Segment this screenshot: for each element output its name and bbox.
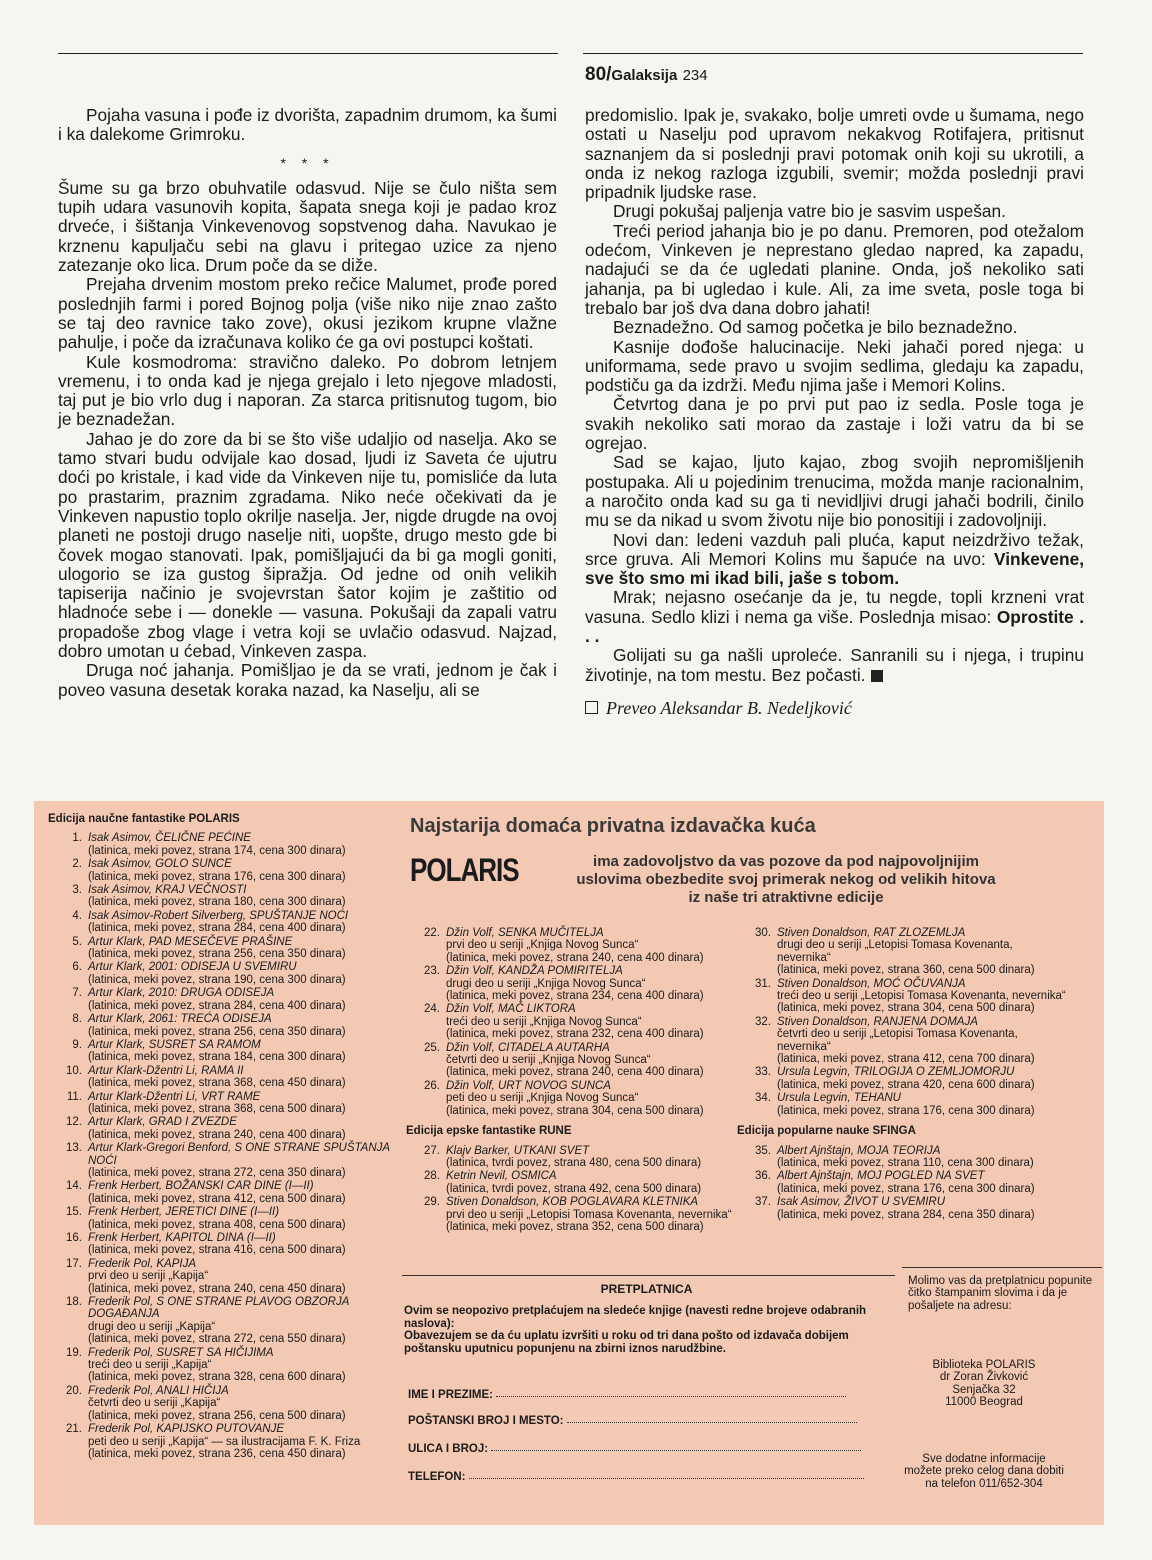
right-book-list: [737, 927, 1067, 1222]
book-details: (latinica, meki povez, strana 272, cena 550 dinara): [88, 1333, 346, 1346]
book-entry: [88, 1385, 398, 1422]
book-list-item: [48, 1091, 398, 1116]
book-details: (latinica, meki povez, strana 284, cena 400 dinara): [88, 922, 346, 935]
book-entry: [446, 1196, 736, 1233]
book-number: 8.: [72, 1013, 82, 1026]
book-title: Frederik Pol, ANALI HIČIJA: [88, 1384, 229, 1397]
book-details: (latinica, meki povez, strana 360, cena 500 dinara): [777, 964, 1035, 977]
order-form-title: PRETPLATNICA: [600, 1282, 693, 1296]
polaris-edition-list: [48, 813, 398, 1461]
book-entry: [777, 978, 1067, 1015]
paragraph-text: Jahao je do zore da bi se što više udaljio od naselja. Ako se tamo stvari budu odvijale kao dosad, ljudi iz Saveta će ujutru doći po kristale, i kad vide da Vinkeven nije tu, pomisliće da luta po prastarim, praznim zgradama. Niko neće očekivati da je Vinkeven napustio toplo okrilje naselja. Jer, nigde drugde na ovoj planeti ne postoji drugo naselje niti, uopšte, drugo mesto gde bi čovek mogao stanovati. Ipak, pomišljajući da bi ga mogli goniti, ulogorio se iza gustog šipražja. Od jedne od onih velikih tapiserija načinio je svojevrstan šator kojim je zaštitio od hladnoće sebe i — donekle — vasuna. Pokušaji da zapali vatru propadoše zbog vlage i vetra koji se uvlačio odasvud. Najzad, dobro umotan u ćebad, Vinkeven zaspa.: [58, 428, 557, 662]
section-break: * * *: [280, 154, 335, 171]
story-paragraph: [58, 275, 557, 352]
book-details: (latinica, meki povez, strana 304, cena 500 dinara): [446, 1104, 704, 1117]
story-paragraph: [58, 179, 557, 275]
top-rule-right: [583, 53, 1083, 54]
name-label: IME I PREZIME:: [408, 1389, 493, 1401]
book-details: (latinica, meki povez, strana 240, cena 400 dinara): [446, 951, 704, 964]
book-details: (latinica, meki povez, strana 272, cena 350 dinara): [88, 1166, 346, 1179]
book-title: Džin Volf, URT NOVOG SUNCA: [446, 1079, 611, 1092]
street-label: ULICA I BROJ:: [408, 1443, 489, 1455]
address-line: Biblioteka POLARIS: [932, 1359, 1036, 1371]
book-number: 9.: [72, 1038, 82, 1051]
book-details: (latinica, meki povez, strana 176, cena 300 dinara): [777, 1182, 1035, 1195]
book-list-item: [406, 1170, 736, 1195]
book-number: 37.: [755, 1196, 771, 1209]
book-list-item: [48, 884, 398, 909]
book-entry: [88, 1091, 398, 1116]
book-details: (latinica, meki povez, strana 328, cena 600 dinara): [88, 1371, 346, 1384]
book-list-item: [48, 961, 398, 986]
book-title: Džin Volf, SENKA MUČITELJA: [446, 927, 604, 939]
paragraph-text: Šume su ga brzo obuhvatile odasvud. Nije se čulo ništa sem tupih udara vasunovih kopita, šapata snega koji je padao kroz drveće, i šištanja Vinkevenovog sopstvenog daha. Navukao je krznenu kapuljaču sebi na glavu i pritegao uzice za njeno zatezanje oko lica. Drum poče da se diže.: [58, 177, 557, 276]
book-title: Albert Ajnštajn, MOJ POGLED NA SVET: [777, 1170, 985, 1183]
book-title: Stiven Donaldson, RAT ZLOZEMLJA: [777, 927, 966, 939]
book-details: četvrti deo u seriji „Letopisi Tomasa Kovenanta, nevernika“: [777, 1028, 1018, 1053]
book-entry: [88, 1258, 398, 1295]
paragraph-text: Druga noć jahanja. Pomišljao je da se vrati, jednom je čak i poveo vasuna desetak koraka nazad, ka Naselju, ali se: [58, 660, 557, 700]
book-details: (latinica, meki povez, strana 240, cena 400 dinara): [446, 1066, 704, 1079]
book-list-item: [48, 987, 398, 1012]
issue-number: 234: [682, 67, 708, 84]
book-number: 33.: [755, 1066, 771, 1079]
translator-credit: [585, 699, 1084, 718]
book-entry: [88, 1423, 398, 1460]
paragraph-text: Novi dan: ledeni vazduh pali pluća, kaput neizdrživo težak, srce gruva. Ali Memori Kolins mu šapuće na uvo:: [585, 529, 1084, 569]
intro-line: iz naše tri atraktivne edicije: [688, 889, 884, 906]
book-details: drugi deo u seriji „Letopisi Tomasa Kovenanta, nevernika“: [777, 939, 1013, 964]
book-number: 4.: [72, 909, 82, 922]
book-number: 1.: [72, 832, 82, 845]
book-title: Frenk Herbert, BOŽANSKI CAR DINE (I—II): [88, 1180, 314, 1193]
book-number: 24.: [424, 1003, 440, 1016]
book-list-item: [406, 965, 736, 1002]
paragraph-text: predomislio. Ipak je, svakako, bolje umreti ovde u šumama, nego ostati u Naselju pod upravom nekakvog Rotifajera, pritisnut saznanjem da si poslednji pravi potomak onih koji su ukrotili, a onda iz nekog razloga izgubili, svemir; možda poslednji pravi pripadnik ljudske rase.: [585, 105, 1084, 203]
book-title: Artur Klark, 2061: TREĆA ODISEJA: [88, 1013, 272, 1026]
book-details: (latinica, meki povez, strana 174, cena 300 dinara): [88, 844, 346, 857]
book-number: 25.: [424, 1041, 440, 1054]
book-number: 23.: [424, 965, 440, 978]
translator-text: Preveo Aleksandar B. Nedeljković: [606, 697, 852, 718]
book-number: 31.: [755, 977, 771, 990]
book-entry: [446, 1042, 736, 1079]
book-list-item: [406, 1042, 736, 1079]
book-title: Stiven Donaldson, KOB POGLAVARA KLETNIKA: [446, 1196, 699, 1209]
book-number: 5.: [72, 935, 82, 948]
end-mark-icon: [871, 670, 883, 682]
section-title-sfinga: Edicija popularne nauke SFINGA: [737, 1125, 916, 1138]
book-entry: [777, 1092, 1067, 1117]
section-title-rune: Edicija epske fantastike RUNE: [406, 1125, 572, 1138]
book-title: Frenk Herbert, JERETICI DINE (I—II): [88, 1206, 280, 1219]
emphasis-text: Oprostite . . .: [585, 606, 1084, 647]
paragraph-text: Golijati su ga našli uproleće. Sanranili su i njega, i trupinu životinje, na tom mestu. Bez počasti.: [585, 645, 1084, 685]
book-number: 26.: [424, 1079, 440, 1092]
book-entry: [88, 1116, 398, 1141]
story-paragraph: [58, 430, 557, 662]
book-list-item: [737, 1066, 1067, 1091]
book-list-item: [737, 927, 1067, 977]
book-list-item: [406, 1080, 736, 1117]
book-details: treći deo u seriji „Knjiga Novog Sunca“: [446, 1015, 642, 1028]
book-list-item: [406, 927, 736, 964]
book-entry: [777, 1066, 1067, 1091]
book-details: (latinica, meki povez, strana 368, cena 450 dinara): [88, 1077, 346, 1090]
book-number: 29.: [424, 1196, 440, 1209]
book-details: (latinica, meki povez, strana 284, cena 350 dinara): [777, 1208, 1035, 1221]
address-line: dr Zoran Živković: [939, 1371, 1029, 1384]
story-paragraph: [58, 353, 557, 430]
book-details: (latinica, meki povez, strana 240, cena 400 dinara): [88, 1128, 346, 1141]
book-entry: [88, 832, 398, 857]
paragraph-text: Pojaha vasuna i pođe iz dvorišta, zapadnim drumom, ka šumi i ka dalekome Grimroku.: [58, 105, 557, 145]
book-entry: [88, 1296, 398, 1346]
book-number: 17.: [66, 1257, 82, 1270]
story-paragraph: [58, 106, 557, 145]
book-details: (latinica, meki povez, strana 176, cena 300 dinara): [88, 870, 346, 883]
postal-label: POŠTANSKI BROJ I MESTO:: [408, 1415, 564, 1427]
polaris-logo: POLARIS: [410, 851, 519, 889]
book-number: 35.: [755, 1144, 771, 1157]
order-text-1-content: Ovim se neopozivo pretplaćujem na sledeće knjige (navesti redne brojeve odabranih naslova):: [404, 1305, 867, 1330]
book-list-item: [48, 1013, 398, 1038]
book-entry: [88, 1232, 398, 1257]
book-details: (latinica, meki povez, strana 184, cena 300 dinara): [88, 1051, 346, 1064]
book-details: peti deo u seriji „Knjiga Novog Sunca“: [446, 1092, 639, 1105]
story-column-right: [585, 106, 1084, 718]
book-list-item: [48, 858, 398, 883]
intro-line: ima zadovoljstvo da vas pozove da pod najpovoljnijim: [593, 853, 979, 870]
contact-note: Molimo vas da pretplatnicu popunite čitko štampanim slovima i da je pošaljete na adresu:: [908, 1275, 1093, 1312]
book-number: 36.: [755, 1170, 771, 1183]
paragraph-text: Treći period jahanja bio je po danu. Premoren, pod otežalom odećom, Vinkeven je neprestano gledao napred, ka zapadu, nadajući se da će ugledati planine. Onda, još nekoliko sati jahanja, pa bi ugledao i kule. Ali, za ime sveta, posle toga bi trebalo bar još dva dana dobro jahati!: [585, 220, 1084, 318]
book-details: drugi deo u seriji „Kapija“: [88, 1320, 216, 1333]
story-paragraph: [585, 318, 1084, 337]
book-details: (latinica, meki povez, strana 304, cena 500 dinara): [777, 1002, 1035, 1015]
book-details: (latinica, meki povez, strana 416, cena 500 dinara): [88, 1244, 346, 1257]
book-number: 30.: [755, 927, 771, 939]
book-details: (latinica, meki povez, strana 256, cena 350 dinara): [88, 948, 346, 961]
book-details: (latinica, meki povez, strana 412, cena 500 dinara): [88, 1192, 346, 1205]
paragraph-text: Beznadežno. Od samog početka je bilo beznadežno.: [613, 317, 1018, 338]
book-number: 10.: [66, 1064, 82, 1077]
paragraph-text: Kule kosmodroma: stravično daleko. Po dobrom letnjem vremenu, i to onda kad je njega grejalo i leto njegove mladosti, taj put je bio vrlo dug i naporan. Za starca pritisnutog tugom, bio je beznadežan.: [58, 351, 557, 430]
book-number: 34.: [755, 1092, 771, 1105]
section-title-polaris: Edicija naučne fantastike POLARIS: [48, 813, 240, 825]
book-list-item: [737, 1196, 1067, 1221]
book-entry: [88, 884, 398, 909]
story-paragraph: [585, 106, 1084, 202]
book-title: Isak Asimov, ČELIČNE PEĆINE: [88, 832, 251, 845]
book-entry: [88, 1180, 398, 1205]
order-form: [404, 1283, 889, 1355]
book-title: Artur Klark, 2010: DRUGA ODISEJA: [88, 987, 275, 1000]
book-entry: [777, 1170, 1067, 1195]
book-list-item: [737, 1092, 1067, 1117]
book-details: (latinica, meki povez, strana 408, cena 500 dinara): [88, 1218, 346, 1231]
book-title: Frederik Pol, SUSRET SA HIČIJIMA: [88, 1346, 274, 1359]
book-details: četvrti deo u seriji „Kapija“: [88, 1397, 221, 1410]
book-entry: [88, 910, 398, 935]
book-list-item: [48, 1039, 398, 1064]
book-title: Ursula Legvin, TRILOGIJA O ZEMLJOMORJU: [777, 1066, 1015, 1079]
book-list-item: [406, 1196, 736, 1233]
book-list-item: [48, 1065, 398, 1090]
name-field-row: [408, 1389, 846, 1401]
top-rule-left: [58, 53, 558, 54]
book-details: (latinica, meki povez, strana 234, cena 400 dinara): [446, 990, 704, 1003]
book-list-item: [48, 1180, 398, 1205]
book-entry: [88, 1065, 398, 1090]
book-title: Artur Klark, 2001: ODISEJA U SVEMIRU: [88, 961, 297, 974]
book-details: (latinica, tvrdi povez, strana 492, cena 500 dinara): [446, 1182, 702, 1195]
book-title: Ketrin Nevil, OSMICA: [446, 1170, 557, 1183]
book-number: 19.: [66, 1346, 82, 1359]
paragraph-text: Drugi pokušaj paljenja vatre bio je sasvim uspešan.: [613, 201, 1006, 222]
book-entry: [446, 1145, 736, 1170]
info-phone-note: Sve dodatne informacije možete preko celog dana dobiti na telefon 011/652-304: [904, 1453, 1064, 1490]
order-text-2: Obavezujem se da ću uplatu izvršiti u roku od tri dana pošto od izdavača dobijem poštansku uputnicu popunjenu na zbirni iznos narudžbine.: [404, 1330, 849, 1355]
book-list-item: [48, 1116, 398, 1141]
book-details: (latinica, meki povez, strana 352, cena 500 dinara): [446, 1220, 704, 1233]
book-details: prvi deo u seriji „Kapija“: [88, 1270, 209, 1283]
book-title: Isak Asimov, ŽIVOT U SVEMIRU: [777, 1196, 946, 1209]
book-entry: [777, 927, 1067, 977]
book-details: (latinica, meki povez, strana 240, cena 450 dinara): [88, 1282, 346, 1295]
book-list-item: [48, 1385, 398, 1422]
book-entry: [88, 1206, 398, 1231]
book-entry: [446, 1003, 736, 1040]
book-list-item: [48, 1347, 398, 1384]
book-list-item: [48, 1423, 398, 1460]
phone-label: TELEFON:: [408, 1471, 466, 1483]
page-number: 80/: [585, 64, 612, 85]
book-number: 12.: [66, 1116, 82, 1129]
book-entry: [446, 965, 736, 1002]
book-title: Artur Klark-Džentri Li, VRT RAME: [88, 1090, 261, 1103]
postal-input[interactable]: [567, 1422, 857, 1423]
book-entry: [446, 1170, 736, 1195]
book-title: Džin Volf, MAČ LIKTORA: [446, 1003, 576, 1016]
book-entry: [88, 987, 398, 1012]
book-details: treći deo u seriji „Kapija“: [88, 1359, 212, 1372]
book-title: Frederik Pol, KAPIJSKO PUTOVANJE: [88, 1423, 284, 1436]
book-number: 2.: [72, 858, 82, 871]
book-number: 18.: [66, 1296, 82, 1309]
book-title: Frederik Pol, S ONE STRANE PLAVOG OBZORJA DOGAĐANJA: [88, 1296, 349, 1321]
book-details: prvi deo u seriji „Knjiga Novog Sunca“: [446, 939, 639, 952]
book-details: (latinica, meki povez, strana 284, cena 400 dinara): [88, 999, 346, 1012]
box-icon: [585, 701, 598, 714]
book-details: (latinica, tvrdi povez, strana 480, cena 500 dinara): [446, 1156, 702, 1169]
street-field-row: [408, 1443, 861, 1455]
book-details: peti deo u seriji „Kapija“ — sa ilustracijama F. K. Friza: [88, 1435, 361, 1448]
story-paragraph: [58, 661, 557, 700]
book-details: (latinica, meki povez, strana 256, cena 500 dinara): [88, 1409, 346, 1422]
book-title: Albert Ajnštajn, MOJA TEORIJA: [777, 1144, 941, 1157]
book-list-item: [737, 1170, 1067, 1195]
book-title: Klajv Barker, UTKANI SVET: [446, 1144, 590, 1157]
book-title: Artur Klark-Džentri Li, RAMA II: [88, 1064, 244, 1077]
book-details: (latinica, meki povez, strana 110, cena 300 dinara): [777, 1156, 1034, 1169]
story-column-left: [58, 106, 557, 700]
book-number: 14.: [66, 1180, 82, 1193]
book-title: Artur Klark-Gregori Benford, S ONE STRANE SPUŠTANJA NOĆI: [88, 1142, 390, 1167]
book-title: Isak Asimov, GOLO SUNCE: [88, 858, 232, 871]
book-entry: [88, 858, 398, 883]
book-entry: [88, 1142, 398, 1179]
book-list-item: [48, 910, 398, 935]
book-number: 15.: [66, 1206, 82, 1219]
book-number: 21.: [66, 1423, 82, 1436]
book-list-item: [48, 1296, 398, 1346]
name-input[interactable]: [496, 1396, 846, 1397]
book-title: Stiven Donaldson, RANJENA DOMAJA: [777, 1015, 978, 1028]
book-list-item: [48, 832, 398, 857]
story-paragraph: [585, 222, 1084, 318]
book-number: 27.: [424, 1144, 440, 1157]
story-paragraph: [585, 531, 1084, 589]
paragraph-text: Četvrtog dana je po prvi put pao iz sedla. Posle toga je svakih nekoliko sati morao da zastaje i loži vatru da bi se ogrejao.: [585, 394, 1084, 454]
address-line: Senjačka 32: [952, 1383, 1016, 1396]
publisher-address: [904, 1359, 1064, 1409]
book-details: (latinica, meki povez, strana 368, cena 500 dinara): [88, 1102, 346, 1115]
book-title: Artur Klark, SUSRET SA RAMOM: [88, 1038, 261, 1051]
story-paragraph: [585, 395, 1084, 453]
story-paragraph: [585, 453, 1084, 530]
story-paragraph: [585, 202, 1084, 221]
book-title: Frenk Herbert, KAPITOL DINA (I—II): [88, 1232, 276, 1244]
book-list-item: [737, 1145, 1067, 1170]
paragraph-text: Sad se kajao, ljuto kajao, zbog svojih nepromišljenih postupaka. Ali u pojedinim trenucima, možda manje racionalnim, a naročito onda kad su ga ti nevidljivi drugi jahači bodrili, činilo mu se da nikad u svom životu nije bio ponositiji i zadovoljniji.: [585, 452, 1084, 531]
book-title: Isak Asimov-Robert Silverberg, SPUŠTANJE NOĆI: [88, 909, 349, 922]
order-form-rule: [402, 1275, 895, 1276]
book-entry: [88, 961, 398, 986]
book-number: 20.: [66, 1384, 82, 1397]
book-title: Isak Asimov, KRAJ VEČNOSTI: [88, 884, 247, 897]
story-paragraph: [585, 588, 1084, 646]
book-title: Stiven Donaldson, MOĆ OČUVANJA: [777, 977, 966, 990]
book-title: Ursula Legvin, TEHANU: [777, 1092, 901, 1105]
book-list-item: [48, 1232, 398, 1257]
middle-book-list: [406, 927, 736, 1234]
ad-intro: [526, 853, 1046, 907]
book-number: 11.: [66, 1090, 82, 1103]
book-details: (latinica, meki povez, strana 176, cena 300 dinara): [777, 1104, 1035, 1117]
book-list-item: [737, 978, 1067, 1015]
book-number: 22.: [424, 927, 440, 939]
book-details: (latinica, meki povez, strana 420, cena 600 dinara): [777, 1078, 1035, 1091]
book-details: (latinica, meki povez, strana 236, cena 450 dinara): [88, 1447, 346, 1460]
book-title: Artur Klark, GRAD I ZVEZDE: [88, 1116, 237, 1129]
book-list-item: [406, 1003, 736, 1040]
book-number: 3.: [72, 884, 82, 897]
book-list-item: [48, 936, 398, 961]
book-list-item: [48, 1206, 398, 1231]
book-entry: [446, 927, 736, 964]
book-list-item: [48, 1258, 398, 1295]
story-paragraph: [585, 338, 1084, 396]
address-line: 11000 Beograd: [945, 1396, 1023, 1409]
book-details: (latinica, meki povez, strana 256, cena 350 dinara): [88, 1025, 346, 1038]
story-paragraph: [585, 646, 1084, 685]
book-entry: [777, 1196, 1067, 1221]
book-number: 6.: [72, 961, 82, 974]
book-list-item: [737, 1016, 1067, 1066]
book-list-item: [406, 1145, 736, 1170]
magazine-name: Galaksija: [611, 67, 678, 84]
book-title: Džin Volf, CITADELA AUTARHA: [446, 1041, 610, 1054]
contact-rule: [902, 1267, 1102, 1268]
order-text-1: [404, 1305, 889, 1330]
paragraph-text: Prejaha drvenim mostom preko rečice Malumet, prođe pored poslednjih farmi i pored Bojnog polja (više niko nije znao zašto se taj deo ravnice tako zove), okusi jezikom krupne vlažne pahulje, i poče da izračunava koliko će ga ovi postupci koštati.: [58, 274, 557, 353]
book-details: (latinica, meki povez, strana 180, cena 300 dinara): [88, 896, 346, 909]
book-entry: [88, 1039, 398, 1064]
book-number: 16.: [66, 1232, 82, 1244]
book-details: treći deo u seriji „Letopisi Tomasa Kovenanta, nevernika“: [777, 990, 1066, 1003]
emphasis-text: Vinkevene, sve što smo mi ikad bili, jaše s tobom.: [585, 548, 1084, 589]
intro-line: uslovima obezbedite svoj primerak nekog od velikih hitova: [576, 871, 996, 888]
book-entry: [88, 1347, 398, 1384]
book-number: 13.: [66, 1142, 82, 1155]
phone-field-row: [408, 1471, 864, 1483]
book-details: četvrti deo u seriji „Knjiga Novog Sunca“: [446, 1054, 651, 1067]
polaris-advertisement: [34, 801, 1104, 1525]
book-details: prvi deo u seriji „Letopisi Tomasa Kovenanta, nevernika“: [446, 1208, 732, 1221]
book-details: (latinica, meki povez, strana 232, cena 400 dinara): [446, 1028, 704, 1041]
book-entry: [88, 936, 398, 961]
book-entry: [777, 1016, 1067, 1066]
postal-field-row: [408, 1415, 857, 1427]
book-entry: [777, 1145, 1067, 1170]
paragraph-text: Mrak; nejasno osećanje da je, tu negde, topli krzneni vrat vasuna. Sedlo klizi i nema ga više. Poslednja misao:: [585, 587, 1084, 627]
ad-headline: Najstarija domaća privatna izdavačka kuća: [410, 815, 816, 837]
book-number: 7.: [72, 987, 82, 1000]
paragraph-text: Kasnije dođoše halucinacije. Neki jahači pored njega: u uniformama, sede pravo u svojim sedlima, gledaju ka zapadu, podstiču ga da izdrži. Među njima jaše i Memori Kolins.: [585, 336, 1084, 396]
book-details: (latinica, meki povez, strana 412, cena 700 dinara): [777, 1053, 1035, 1066]
book-number: 32.: [755, 1015, 771, 1028]
street-input[interactable]: [491, 1450, 861, 1451]
book-details: (latinica, meki povez, strana 190, cena 300 dinara): [88, 973, 346, 986]
book-number: 28.: [424, 1170, 440, 1183]
book-title: Artur Klark, PAD MESEČEVE PRAŠINE: [88, 935, 293, 948]
phone-input[interactable]: [469, 1478, 864, 1479]
book-entry: [446, 1080, 736, 1117]
book-entry: [88, 1013, 398, 1038]
book-list-item: [48, 1142, 398, 1179]
book-details: drugi deo u seriji „Knjiga Novog Sunca“: [446, 977, 646, 990]
page-header: [585, 64, 708, 86]
book-title: Džin Volf, KANDŽA POMIRITELJA: [446, 965, 623, 978]
book-title: Frederik Pol, KAPIJA: [88, 1257, 197, 1270]
